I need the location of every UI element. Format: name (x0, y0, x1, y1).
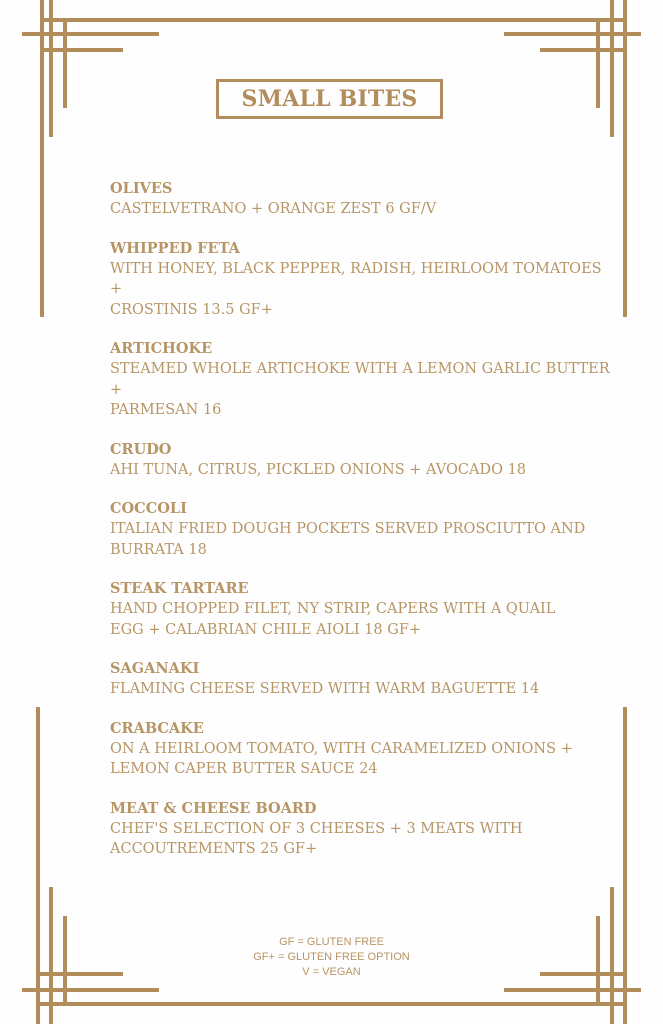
menu-item-name: CRUDO (110, 440, 172, 458)
border-line (22, 988, 159, 992)
menu-item-description: CASTELVETRANO + ORANGE ZEST 6 GF/V (110, 201, 437, 217)
border-line (504, 32, 641, 36)
legend-gluten-free-option: GF+ = GLUTEN FREE OPTION (253, 951, 410, 963)
legend-vegan: V = VEGAN (302, 966, 361, 978)
menu-item-description: HAND CHOPPED FILET, NY STRIP, CAPERS WITH A QUAIL EGG + CALABRIAN CHILE AIOLI 18 GF+ (110, 601, 556, 638)
menu-item-name: WHIPPED FETA (110, 239, 240, 257)
menu-item-name: SAGANAKI (110, 660, 200, 677)
menu-item (110, 659, 610, 700)
menu-item (110, 719, 610, 780)
border-line (540, 48, 623, 52)
menu-item (110, 579, 610, 640)
menu-item-description: CHEF'S SELECTION OF 3 CHEESES + 3 MEATS WITH ACCOUTREMENTS 25 GF+ (110, 820, 523, 857)
border-line (22, 32, 159, 36)
border-line (504, 988, 641, 992)
menu-item (110, 499, 610, 560)
menu-title: SMALL BITES (241, 86, 418, 112)
menu-item-name: CRABCAKE (110, 719, 204, 737)
menu-item-description: STEAMED WHOLE ARTICHOKE WITH A LEMON GARLIC BUTTER + PARMESAN 16 (110, 361, 610, 418)
menu-item (110, 440, 610, 481)
menu-item-name: COCCOLI (110, 500, 187, 517)
border-line (610, 0, 614, 137)
menu-item-name: MEAT & CHEESE BOARD (110, 799, 317, 817)
menu-item (110, 239, 610, 321)
border-line (623, 0, 627, 317)
border-line (36, 1002, 627, 1006)
menu-item-description: ITALIAN FRIED DOUGH POCKETS SERVED PROSCIUTTO AND BURRATA 18 (110, 521, 586, 558)
menu-item-name: ARTICHOKE (110, 340, 213, 357)
menu-item (110, 179, 610, 220)
menu-item-description: AHI TUNA, CITRUS, PICKLED ONIONS + AVOCADO 18 (110, 461, 527, 478)
border-line (49, 0, 53, 137)
menu-item-name: OLIVES (110, 180, 173, 197)
border-line (40, 48, 123, 52)
menu-item (110, 799, 610, 860)
menu-item-name: STEAK TARTARE (110, 580, 249, 597)
menu-item (110, 339, 610, 421)
legend-gluten-free: GF = GLUTEN FREE (279, 936, 384, 948)
dietary-legend (0, 935, 663, 980)
menu-item-description: FLAMING CHEESE SERVED WITH WARM BAGUETTE 14 (110, 681, 540, 697)
menu-items-list (110, 179, 610, 879)
menu-item-description: ON A HEIRLOOM TOMATO, WITH CARAMELIZED ONIONS + LEMON CAPER BUTTER SAUCE 24 (110, 740, 573, 777)
border-line (40, 18, 623, 22)
title-frame (216, 79, 443, 119)
menu-item-description: WITH HONEY, BLACK PEPPER, RADISH, HEIRLOOM TOMATOES + CROSTINIS 13.5 GF+ (110, 260, 602, 318)
